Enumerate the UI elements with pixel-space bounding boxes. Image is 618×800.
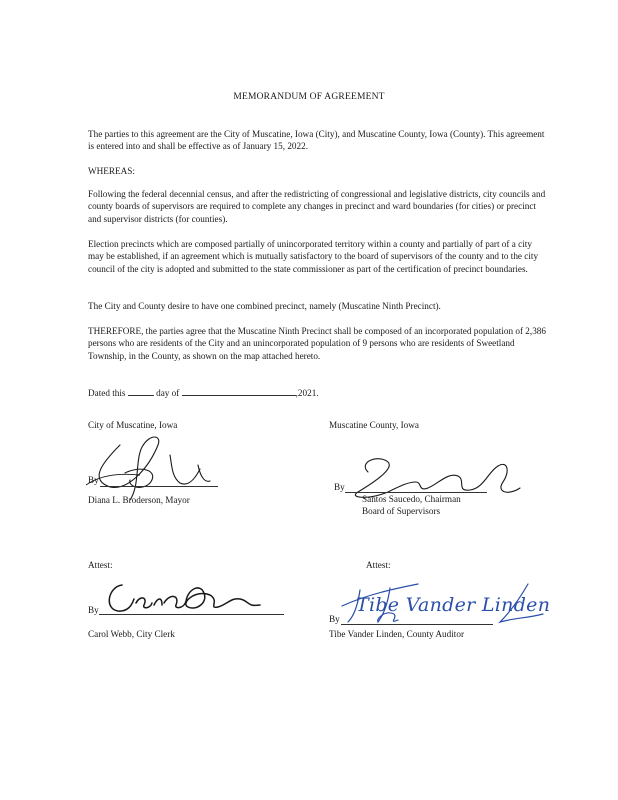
month-blank [182,386,296,396]
city-attest-by-label: By [88,605,99,615]
desire-paragraph: The City and County desire to have one combined precinct, namely (Muscatine Ninth Precinct). [88,301,441,311]
county-signature-line [345,492,487,493]
whereas-heading: WHEREAS: [88,166,135,176]
county-attest-signature-line [341,624,493,625]
county-signer-title: Board of Supervisors [362,506,441,516]
county-attest-label: Attest: [366,560,391,570]
county-by-label: By [334,482,345,492]
city-attest-signer: Carol Webb, City Clerk [88,629,175,639]
dated-prefix: Dated this [88,388,126,398]
county-signer: Santos Saucedo, Chairman [362,494,461,504]
census-paragraph: Following the federal decennial census, and after the redistricting of congressional and legislative districts, city councils and county boards of supervisors are required to complete any changes in precinct and ward boundaries (for cities) or precinct and supervisor districts (for counties). [88,189,546,224]
county-attest-signer: Tibe Vander Linden, County Auditor [329,629,465,639]
mayor-signature [80,425,220,505]
document-title: MEMORANDUM OF AGREEMENT [233,92,385,102]
city-by-label: By [88,475,99,485]
county-entity: Muscatine County, Iowa [329,420,419,430]
auditor-handwritten-name: Tibe Vander Linden [356,594,551,616]
precincts-paragraph: Election precincts which are composed partially of unincorporated territory within a county and partially of part of a city may be established, if an agreement which is mutually satisfactory to the board of supervisors of the county and to the city council of the city is adopted and submitted to the state commissioner as part of the certification of precinct boundaries. [88,239,539,274]
clerk-signature [100,575,270,625]
city-attest-label: Attest: [88,560,113,570]
dated-line [88,386,319,398]
city-signature-line [100,486,218,487]
county-attest-by-label: By [329,614,340,624]
dated-middle: day of [156,388,180,398]
city-entity: City of Muscatine, Iowa [88,420,178,430]
therefore-paragraph: THEREFORE, the parties agree that the Muscatine Ninth Precinct shall be composed of an incorporated population of 2,386 persons who are residents of the City and an unincorporated population of 9 persons who are residents of Sweetland Township, in the County, as shown on the map attached hereto. [88,326,546,361]
day-blank [128,386,154,396]
city-attest-signature-line [99,614,284,615]
dated-suffix: ,2021. [295,388,319,398]
parties-paragraph: The parties to this agreement are the City of Muscatine, Iowa (City), and Muscatine County, Iowa (County). This agreement is entered into and shall be effective as of January 15, 2022. [88,129,545,152]
city-signer: Diana L. Broderson, Mayor [88,495,190,505]
